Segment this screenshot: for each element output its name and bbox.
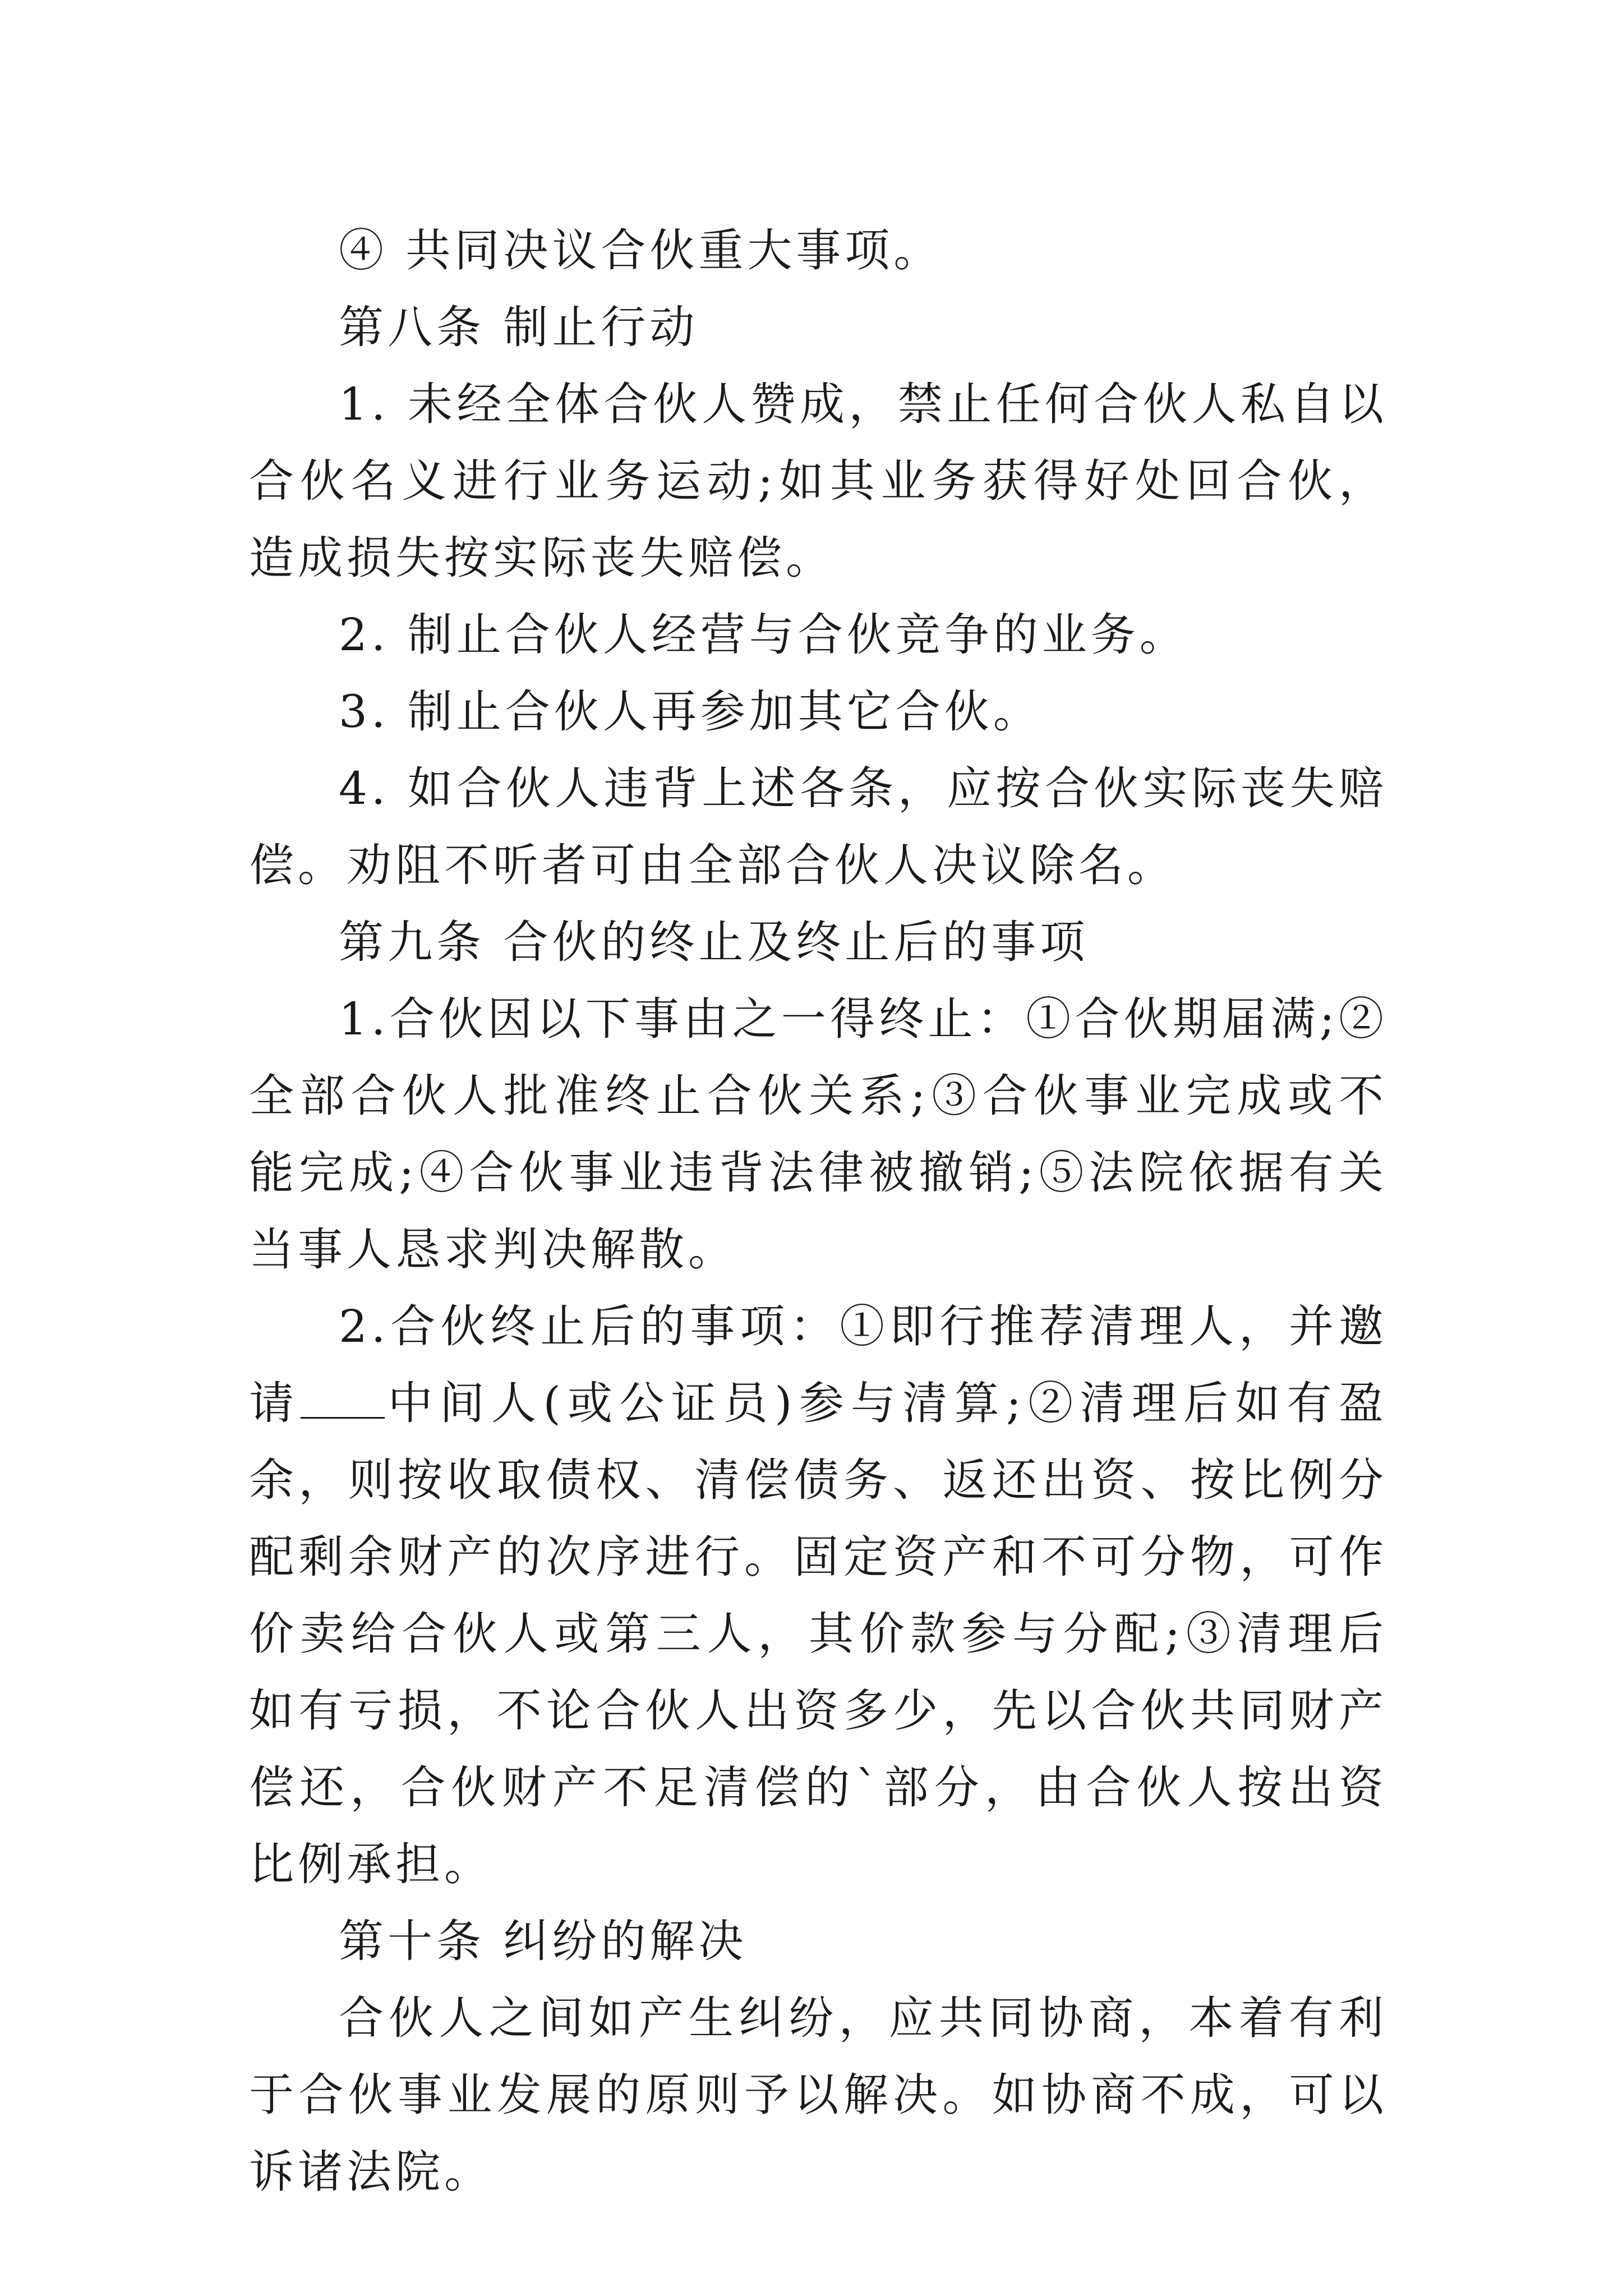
article-10-body: 合伙人之间如产生纠纷，应共同协商，本着有利于合伙事业发展的原则予以解决。如协商不成，可以诉诸法院。 (249, 1992, 1387, 2198)
article-10-heading: 第十条 纠纷的解决 (339, 1915, 748, 1967)
clause-item-4: ④ 共同决议合伙重大事项。 (339, 224, 943, 277)
article-8-heading: 第八条 制止行动 (339, 301, 699, 353)
fill-in-blank (301, 1383, 385, 1419)
article-8-item-4: 4. 如合伙人违背上述各条，应按合伙实际丧失赔偿。劝阻不听者可由全部合伙人决议除名。 (249, 762, 1387, 891)
article-8-item-1: 1. 未经全体合伙人赞成，禁止任何合伙人私自以合伙名义进行业务运动;如其业务获得好处回合伙，造成损失按实际丧失赔偿。 (249, 378, 1387, 584)
article-8-item-3: 3. 制止合伙人再参加其它合伙。 (339, 685, 1042, 738)
article-9-item-2 (249, 1288, 1387, 1903)
article-9-item-2-lead: 2.合伙终止后的事项：①即行推荐清理人，并邀请 (249, 1300, 1387, 1429)
article-9-heading: 第九条 合伙的终止及终止后的事项 (339, 916, 1089, 968)
article-8-item-2: 2. 制止合伙人经营与合伙竞争的业务。 (339, 609, 1188, 661)
article-9-item-2-rest: 中间人(或公证员)参与清算;②清理后如有盈余，则按收取债权、清偿债务、返还出资、按比例分配剩余财产的次序进行。固定资产和不可分物，可作价卖给合伙人或第三人，其价款参与分配;③清理后如有亏损，不论合伙人出资多少，先以合伙共同财产偿还，合伙财产不足清偿的`部分，由合伙人按出资比例承担。 (249, 1377, 1388, 1890)
article-9-item-1: 1.合伙因以下事由之一得终止：①合伙期届满;②全部合伙人批准终止合伙关系;③合伙事业完成或不能完成;④合伙事业违背法律被撤销;⑤法院依据有关当事人恳求判决解散。 (249, 993, 1387, 1276)
document-body (249, 212, 1387, 2210)
